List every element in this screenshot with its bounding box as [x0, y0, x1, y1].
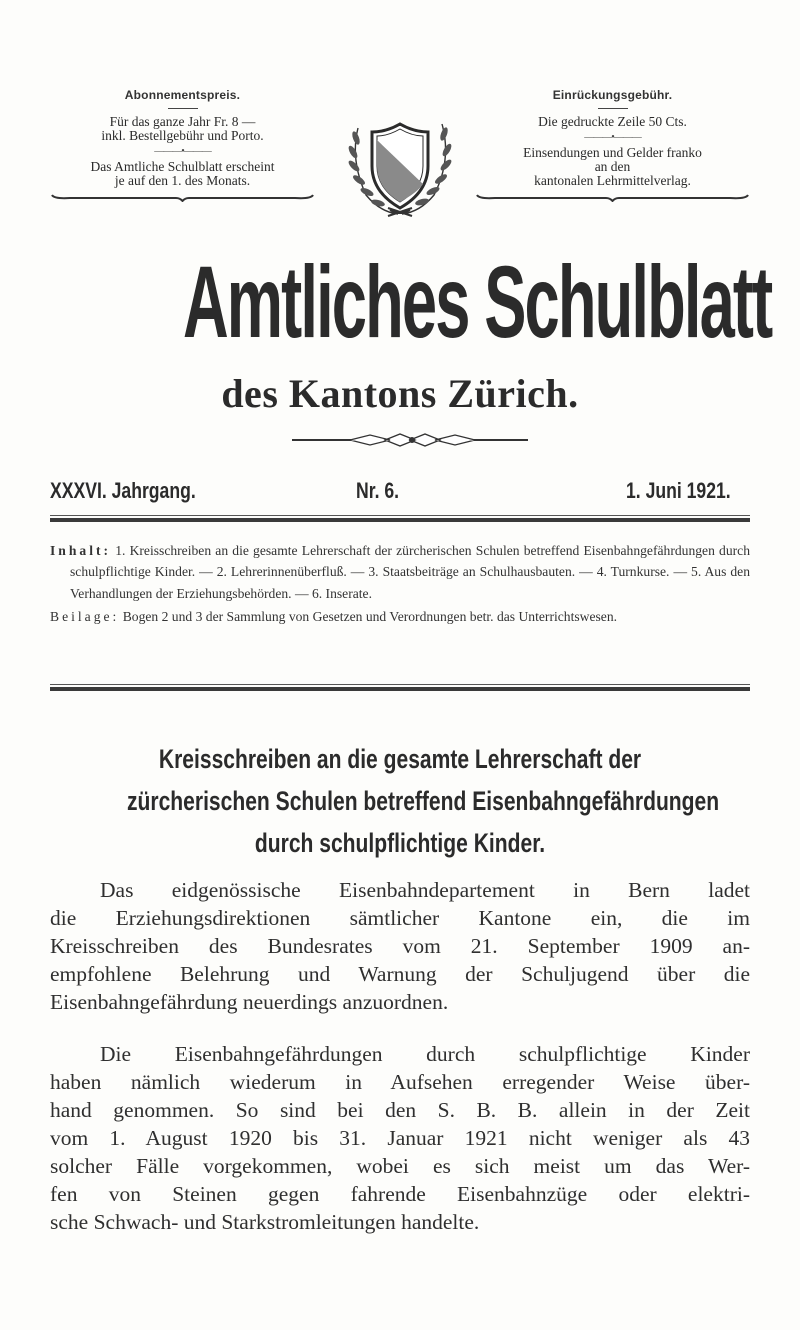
table-of-contents: [50, 540, 750, 627]
subscription-title: Abonnementspreis.: [124, 88, 241, 102]
double-rule: [50, 515, 750, 522]
contents-entry: [50, 540, 750, 604]
advertising-title: Einrückungsgebühr.: [552, 88, 673, 102]
subscription-line: Für das ganze Jahr Fr. 8 —: [109, 114, 256, 129]
article-title-line: durch schulpflichtige Kinder.: [254, 828, 546, 858]
divider: [598, 108, 628, 109]
article-title-line: Kreisschreiben an die gesamte Lehrerschaft der: [158, 744, 642, 774]
masthead-title: Amtliches Schulblatt: [183, 245, 772, 359]
subscription-line: inkl. Bestellgebühr und Porto.: [101, 128, 264, 143]
brace-divider: [475, 194, 750, 202]
volume-label: XXXVI. Jahrgang.: [50, 478, 196, 503]
brace-divider: [50, 194, 315, 202]
publication-note: je auf den 1. des Monats.: [114, 173, 251, 188]
submission-note: kantonalen Lehrmittelverlag.: [534, 173, 691, 188]
issue-date: 1. Juni 1921.: [626, 478, 731, 503]
ornament-divider: [290, 432, 530, 448]
masthead-subtitle: des Kantons Zürich.: [221, 371, 579, 416]
text-line: fen von Steinen gegen fahrende Eisenbahnzüge oder elektri-: [50, 1182, 750, 1206]
supplement-label: Beilage:: [50, 608, 120, 624]
article-title-line: zürcherischen Schulen betreffend Eisenbahngefährdungen: [127, 786, 720, 816]
advertising-rate: Die gedruckte Zeile 50 Cts.: [538, 114, 687, 129]
supplement-text: Bogen 2 und 3 der Sammlung von Gesetzen und Verordnungen betr. das Unterrichtswesen.: [122, 608, 618, 624]
text-line: hand genommen. So sind bei den S. B. B. allein in der Zeit: [50, 1098, 750, 1122]
article-title: [50, 738, 750, 864]
text-line: Eisenbahngefährdung neuerdings anzuordnen.: [50, 990, 449, 1014]
contents-text: 1. Kreisschreiben an die gesamte Lehrerschaft der zürcherischen Schulen betreffend Eisenbahngefährdungen durch schulpflichtige Kinder. — 2. Lehrerinnenüberfluß. — 3. Staatsbeiträge an Schulhausbauten. — 4. Turnkurse. — 5. Aus den Verhandlungen der Erziehungsbehörden. — 6. Inserate.: [70, 543, 750, 601]
article-paragraph: [50, 876, 750, 1016]
issue-number: Nr. 6.: [356, 478, 400, 503]
subscription-box: [50, 88, 315, 202]
header-info: [50, 88, 750, 238]
publication-note: Das Amtliche Schulblatt erscheint: [90, 159, 275, 174]
text-line: empfohlene Belehrung und Warnung der Schuljugend über die: [50, 962, 750, 986]
text-line: Die Eisenbahngefährdungen durch schulpflichtige Kinder: [100, 1042, 750, 1066]
text-line: Das eidgenössische Eisenbahndepartement in Bern ladet: [100, 878, 750, 902]
text-line: solcher Fälle vorgekommen, wobei es sich meist um das Wer-: [50, 1154, 750, 1178]
supplement-entry: [50, 606, 750, 627]
dot-divider: ———•———: [584, 132, 641, 143]
double-rule: [50, 684, 750, 691]
article-paragraph: [50, 1040, 750, 1236]
issue-info: [50, 478, 750, 506]
advertising-box: [475, 88, 750, 202]
dot-divider: ———•———: [154, 146, 211, 157]
zurich-coat-of-arms-icon: [340, 110, 460, 225]
submission-note: Einsendungen und Gelder franko: [523, 145, 702, 160]
contents-label: Inhalt:: [50, 543, 112, 558]
divider: [168, 108, 198, 109]
text-line: die Erziehungsdirektionen sämtlicher Kantone ein, die im: [50, 906, 750, 930]
text-line: sche Schwach- und Starkstromleitungen handelte.: [50, 1210, 480, 1234]
submission-note: an den: [594, 159, 631, 174]
text-line: Kreisschreiben des Bundesrates vom 21. September 1909 an-: [50, 934, 750, 958]
text-line: haben nämlich wiederum in Aufsehen erregender Weise über-: [50, 1070, 750, 1094]
text-line: vom 1. August 1920 bis 31. Januar 1921 nicht weniger als 43: [50, 1126, 750, 1150]
